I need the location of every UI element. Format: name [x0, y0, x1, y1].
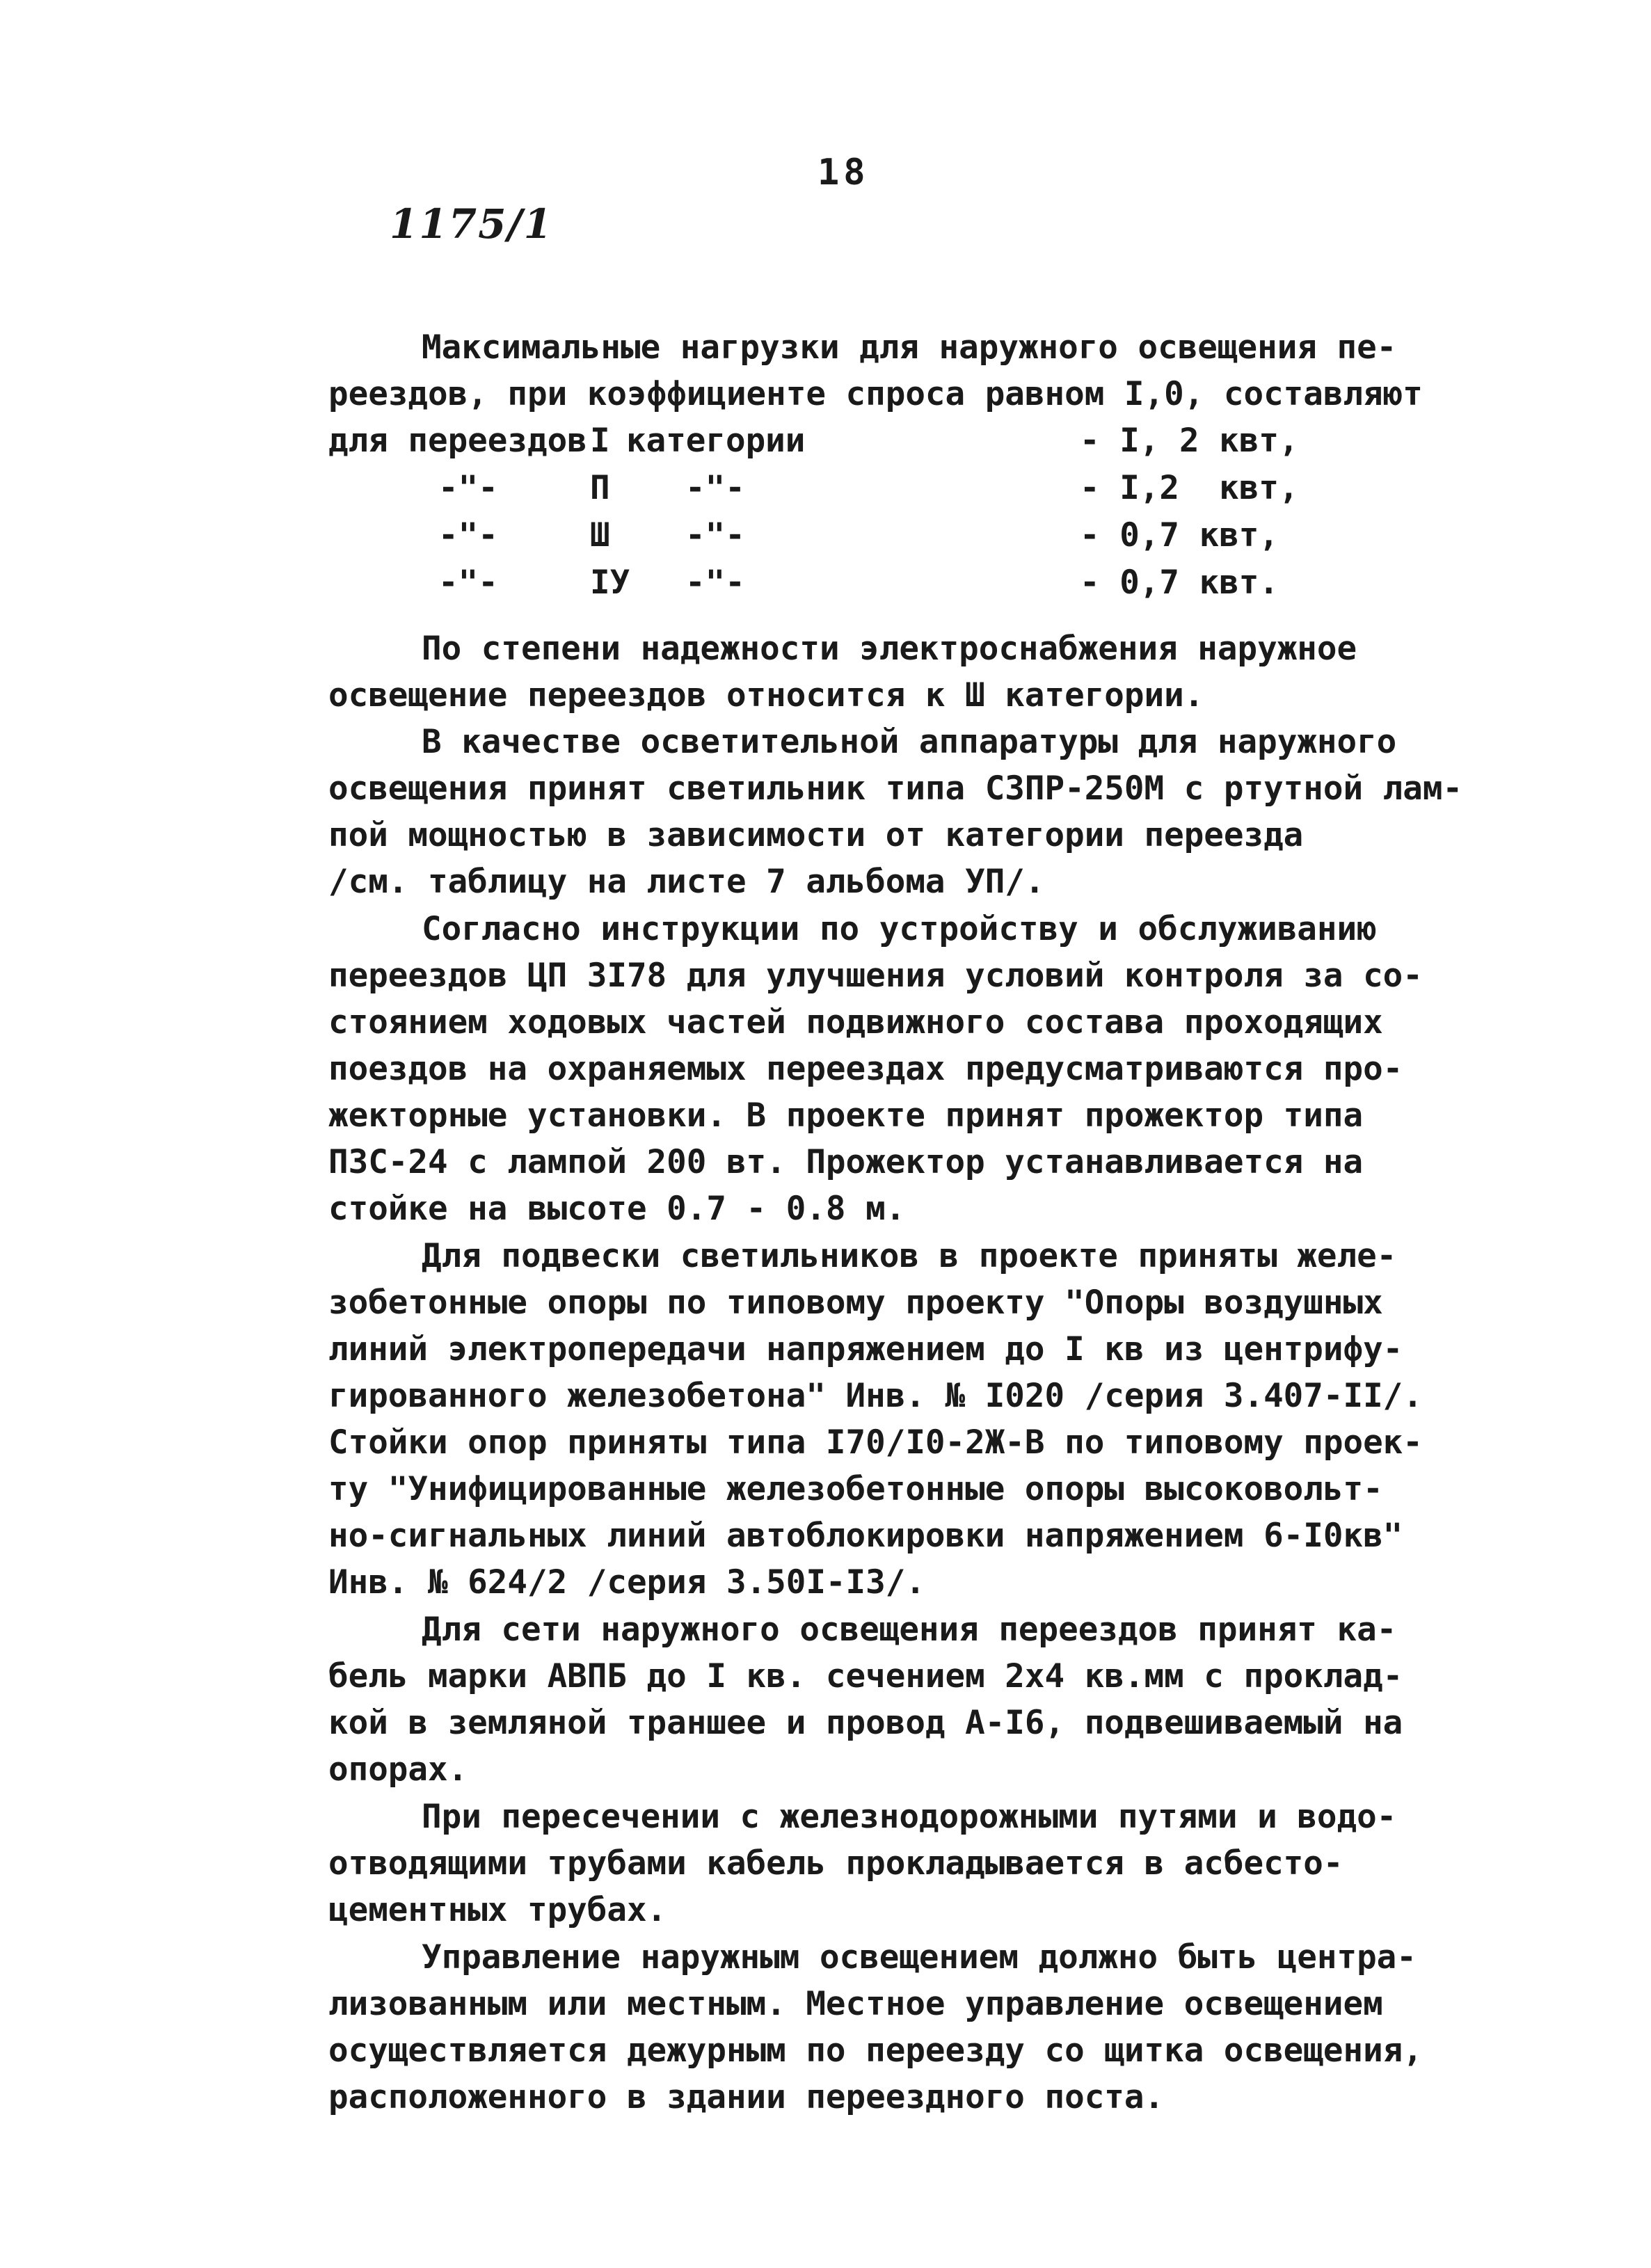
paragraph-line: опорах. [328, 1750, 468, 1789]
paragraph-line: лизованным или местным. Местное управление освещением [328, 1985, 1383, 2023]
paragraph-line: поездов на охраняемых переездах предусматриваются про- [328, 1050, 1403, 1088]
paragraph-line: осуществляется дежурным по переезду со щитка освещения, [328, 2031, 1423, 2070]
paragraph-line: кой в земляной траншее и провод А-I6, подвешиваемый на [328, 1704, 1403, 1742]
paragraph-line: Стойки опор приняты типа I70/I0-2Ж-В по типовому проек- [328, 1423, 1423, 1462]
paragraph-line: Максимальные нагрузки для наружного освещения пе- [422, 328, 1397, 367]
paragraph-line: По степени надежности электроснабжения наружное [422, 630, 1357, 668]
paragraph-line: бель марки АВПБ до I кв. сечением 2х4 кв.мм с проклад- [328, 1657, 1403, 1695]
document-code: 1175/1 [390, 200, 553, 248]
paragraph-line: цементных трубах. [328, 1891, 667, 1929]
paragraph-line: реездов, при коэффициенте спроса равном I,0, составляют [328, 375, 1423, 413]
paragraph-line: пой мощностью в зависимости от категории переезда [328, 816, 1304, 854]
paragraph-line: но-сигнальных линий автоблокировки напряжением 6-I0кв" [328, 1517, 1403, 1555]
paragraph-line: переездов ЦП 3I78 для улучшения условий контроля за со- [328, 957, 1423, 995]
paragraph-line: ту "Унифицированные железобетонные опоры высоковольт- [328, 1470, 1383, 1508]
page-number: 18 [817, 152, 870, 193]
paragraph-line: При пересечении с железнодорожными путями и водо- [422, 1798, 1397, 1836]
row-label: для переездов [328, 422, 587, 460]
paragraph-line: ПЗС-24 с лампой 200 вт. Прожектор устанавливается на [328, 1143, 1364, 1181]
row-category: IУ [590, 564, 630, 602]
paragraph-line: освещение переездов относится к Ш категории. [328, 676, 1204, 714]
row-ditto: -"- [685, 469, 745, 507]
paragraph-line: Управление наружным освещением должно быть центра- [422, 1938, 1417, 1976]
paragraph-line: стойке на высоте 0.7 - 0.8 м. [328, 1190, 906, 1228]
row-ditto: -"- [438, 564, 498, 602]
paragraph-line: расположенного в здании переездного поста. [328, 2078, 1165, 2116]
row-category: Ш [590, 516, 610, 554]
row-value: - 0,7 квт, [1080, 516, 1279, 554]
paragraph-line: В качестве осветительной аппаратуры для наружного [422, 723, 1397, 761]
paragraph-line: Согласно инструкции по устройству и обслуживанию [422, 910, 1377, 948]
row-value: - I,2 квт, [1080, 469, 1299, 507]
row-category: П [590, 469, 610, 507]
row-ditto: -"- [685, 564, 745, 602]
paragraph-line: стоянием ходовых частей подвижного состава проходящих [328, 1003, 1383, 1041]
row-ditto: -"- [438, 516, 498, 554]
row-category: I [590, 422, 610, 460]
row-value: - 0,7 квт. [1080, 564, 1279, 602]
paragraph-line: отводящими трубами кабель прокладывается в асбесто- [328, 1844, 1343, 1883]
paragraph-line: гированного железобетона" Инв. № I020 /серия 3.407-II/. [328, 1377, 1423, 1415]
paragraph-line: зобетонные опоры по типовому проекту "Опоры воздушных [328, 1284, 1383, 1322]
row-ditto: -"- [438, 469, 498, 507]
paragraph-line: Инв. № 624/2 /серия 3.50I-I3/. [328, 1563, 925, 1602]
row-value: - I, 2 квт, [1080, 422, 1299, 460]
paragraph-line: жекторные установки. В проекте принят прожектор типа [328, 1096, 1364, 1135]
row-ditto: -"- [685, 516, 745, 554]
row-category-word: категории [626, 422, 806, 460]
paragraph-line: /см. таблицу на листе 7 альбома УП/. [328, 863, 1045, 901]
paragraph-line: линий электропередачи напряжением до I кв из центрифу- [328, 1330, 1403, 1368]
paragraph-line: Для сети наружного освещения переездов принят ка- [422, 1611, 1397, 1649]
paragraph-line: Для подвески светильников в проекте приняты желе- [422, 1237, 1397, 1275]
paragraph-line: освещения принят светильник типа СЗПР-250М с ртутной лам- [328, 769, 1463, 808]
